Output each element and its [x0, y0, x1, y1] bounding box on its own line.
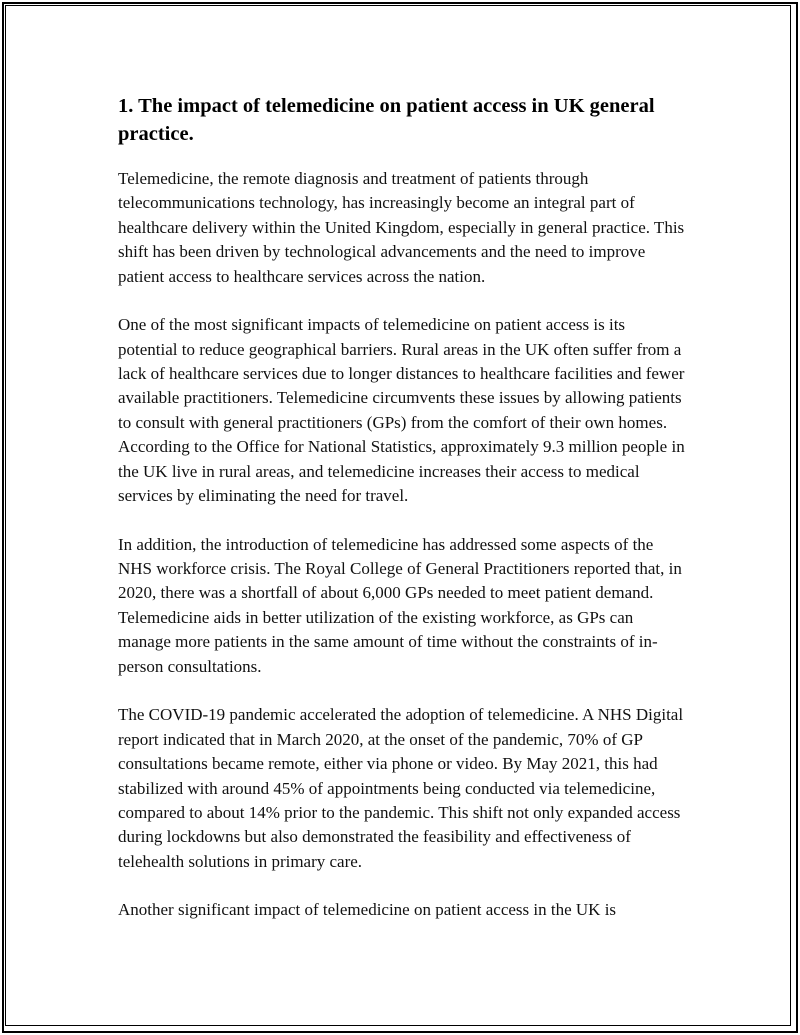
paragraph-geographical-barriers: One of the most significant impacts of telemedicine on patient access is its potential to reduce geographical barriers. Rural areas in the UK often suffer from a lack of healthcare services due to longer distances to healthcare facilities and fewer available practitioners. Telemedicine circumvents these issues by allowing patients to consult with general practitioners (GPs) from the comfort of their own homes. According to the Office for National Statistics, approximately 9.3 million people in the UK live in rural areas, and telemedicine increases their access to medical services by eliminating the need for travel.	[118, 315, 685, 506]
paragraph-covid-pandemic: The COVID-19 pandemic accelerated the adoption of telemedicine. A NHS Digital report indicated that in March 2020, at the onset of the pandemic, 70% of GP consultations became remote, either via phone or video. By May 2021, this had stabilized with around 45% of appointments being conducted via telemedicine, compared to about 14% prior to the pandemic. This shift not only expanded access during lockdowns but also demonstrated the feasibility and effectiveness of telehealth solutions in primary care.	[118, 705, 684, 871]
document-body	[118, 92, 688, 947]
paragraph-workforce-crisis: In addition, the introduction of telemedicine has addressed some aspects of the NHS workforce crisis. The Royal College of General Practitioners reported that, in 2020, there was a shortfall of about 6,000 GPs needed to meet patient demand. Telemedicine aids in better utilization of the existing workforce, as GPs can manage more patients in the same amount of time without the constraints of in-person consultations.	[118, 534, 682, 676]
paragraph-another-impact: Another significant impact of telemedicine on patient access in the UK is	[118, 900, 617, 920]
paragraph-intro: Telemedicine, the remote diagnosis and treatment of patients through telecommunications technology, has increasingly become an integral part of healthcare delivery within the United Kingdom, especially in general practice. This shift has been driven by technological advancements and the need to improve patient access to healthcare services across the nation.	[118, 169, 685, 286]
section-heading: 1. The impact of telemedicine on patient access in UK general practice.	[118, 95, 655, 145]
